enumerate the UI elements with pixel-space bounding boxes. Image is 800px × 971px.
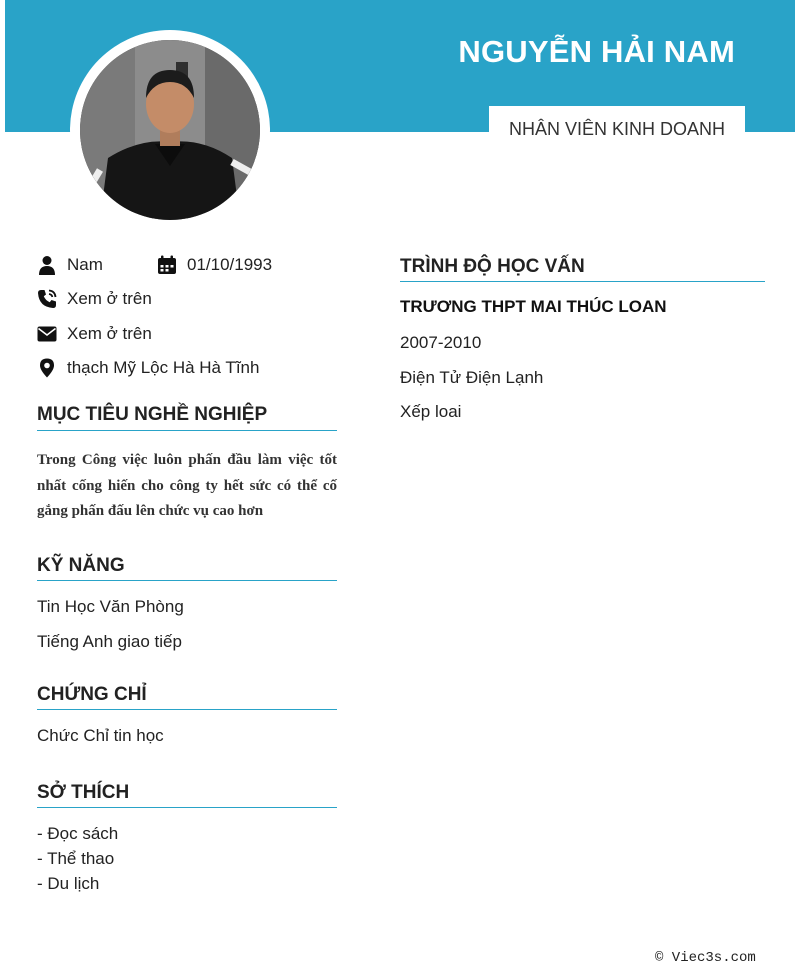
hobby-item: - Thể thao [37, 849, 115, 868]
phone-icon [37, 289, 57, 309]
skills-title: KỸ NĂNG [37, 555, 125, 576]
phone-row [37, 289, 152, 309]
skill-item: Tin Học Văn Phòng [37, 597, 184, 616]
hobbies-title: SỞ THÍCH [37, 782, 130, 803]
copyright-footer: © Viec3s.com [655, 950, 756, 966]
hobby-item: - Đọc sách [37, 824, 119, 843]
job-title: NHÂN VIÊN KINH DOANH [508, 119, 726, 139]
education-grade: Xếp loai [400, 402, 462, 421]
map-pin-icon [37, 358, 57, 378]
education-years: 2007-2010 [400, 333, 482, 352]
objective-divider [37, 430, 337, 431]
skills-divider [37, 580, 337, 581]
objective-text: Trong Công việc luôn phấn đầu làm việc tốt nhất cống hiến cho công ty hết sức có thể cố gắng phấn đấu lên chức vụ cao hơn [37, 452, 337, 519]
avatar [80, 40, 260, 220]
email-row [37, 324, 152, 344]
calendar-icon [157, 255, 177, 275]
hobby-item: - Du lịch [37, 874, 100, 893]
skill-item: Tiếng Anh giao tiếp [37, 632, 182, 651]
birthdate-value: 01/10/1993 [187, 255, 273, 274]
envelope-icon [37, 324, 57, 344]
gender-row [37, 255, 103, 275]
email-value: Xem ở trên [67, 324, 152, 343]
school-name: TRƯƠNG THPT MAI THÚC LOAN [400, 297, 667, 316]
person-icon [37, 255, 57, 275]
objective-title: MỤC TIÊU NGHỀ NGHIỆP [37, 404, 268, 425]
education-major: Điện Tử Điện Lạnh [400, 368, 544, 387]
job-title-box [489, 106, 745, 152]
certificates-divider [37, 709, 337, 710]
certificate-item: Chức Chỉ tin học [37, 726, 164, 745]
birthdate-row [157, 255, 272, 275]
education-title: TRÌNH ĐỘ HỌC VẤN [400, 256, 585, 277]
gender-value: Nam [67, 255, 103, 274]
address-row [37, 358, 259, 378]
candidate-name: NGUYỄN HẢI NAM [458, 34, 735, 69]
certificates-title: CHỨNG CHỈ [37, 684, 147, 705]
phone-value: Xem ở trên [67, 289, 152, 308]
hobbies-divider [37, 807, 337, 808]
education-divider [400, 281, 765, 282]
address-value: thạch Mỹ Lộc Hà Hà Tĩnh [67, 358, 260, 377]
